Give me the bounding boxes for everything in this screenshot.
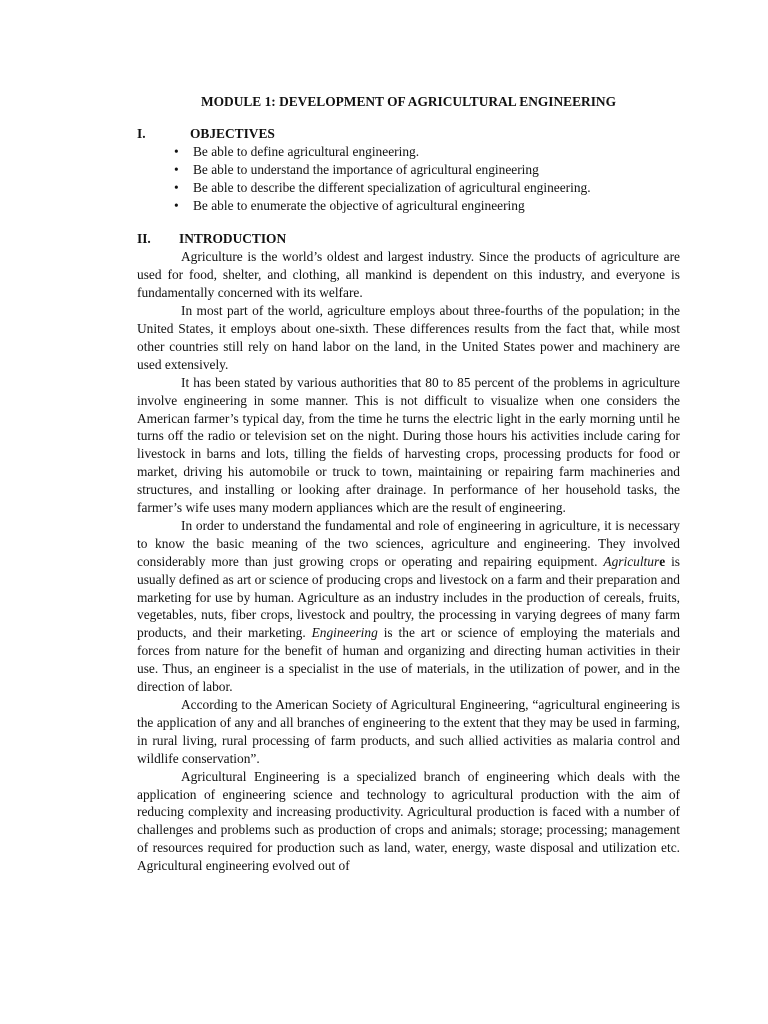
objectives-number: I. [137,125,146,141]
paragraph: According to the American Society of Agricultural Engineering, “agricultural engineering is the application of any and all branches of engineering to the extent that they may be used in farming, in rural living, rural processing of farm products, and such allied activities as malaria control and wildlife conservation”. [137,697,680,766]
objectives-list [137,143,680,215]
introduction-number: II. [137,231,151,247]
paragraph-definitions [137,517,680,696]
term-agriculture-bold: e [659,553,666,569]
objective-item: • Be able to define agricultural engineering. [174,143,680,161]
paragraph: Agriculture is the world’s oldest and largest industry. Since the products of agriculture are used for food, shelter, and clothing, all mankind is dependent on this industry, and everyone is fundamentally concerned with its welfare. [137,249,680,301]
introduction-heading [137,230,680,248]
term-agriculture-italic: Agricultur [603,553,660,569]
objectives-heading [137,125,680,143]
introduction-title: INTRODUCTION [179,231,287,247]
objectives-title: OBJECTIVES [190,125,275,141]
paragraph: It has been stated by various authorities that 80 to 85 percent of the problems in agriculture involve engineering in some manner. This is not difficult to visualize when one considers the American farmer’s typical day, from the time he turns the electric light in the early morning until he turns off the radio or television set on the night. During those hours his activities include caring for livestock in barns and lots, tilling the fields of harvesting crops, processing products for food or market, driving his automobile or truck to town, maintaining or repairing farm machineries and structures, and installing or looking after drainage. In performance of her household tasks, the farmer’s wife uses many modern appliances which are the result of engineering. [137,374,680,516]
introduction-body [137,248,680,875]
paragraph: Agricultural Engineering is a specialized branch of engineering which deals with the application of engineering science and technology to agricultural production with the aim of reducing complexity and increasing productivity. Agricultural production is faced with a number of challenges and problems such as production of crops and animals; storage; processing; management of resources required for production such as land, water, energy, waste disposal and utilization etc. Agricultural engineering evolved out of [137,768,680,874]
page-title: MODULE 1: DEVELOPMENT OF AGRICULTURAL ENGINEERING [200,94,617,109]
paragraph: In most part of the world, agriculture employs about three-fourths of the population; in the United States, it employs about one-sixth. These differences results from the fact that, while most other countries still rely on hand labor on the land, in the United States power and machinery are used extensively. [137,303,680,372]
term-engineering-italic: Engineering [311,625,378,641]
text-run: is the art or science of employing the materials and forces from nature for the benefit of human and organizing and directing human activities in their use. Thus, an engineer is a specialist in the use of materials, in the utilization of power, and in the direction of labor. [137,625,680,695]
text-run: is usually defined as art or science of producing crops and livestock on a farm and their preparation and marketing for use by human. Agriculture as an industry includes in the production of cereals, fruits, vegetables, nuts, fiber crops, livestock and poultry, the processing in varying degrees of many farm products, and their marketing. [137,553,680,641]
text-run: In order to understand the fundamental and role of engineering in agriculture, it is necessary to know the basic meaning of the two sciences, agriculture and engineering. They involved considerably more than just growing crops or operating and repairing equipment. [137,517,680,569]
document-page [137,93,680,875]
objective-item: • Be able to understand the importance of agricultural engineering [174,161,680,179]
objective-item: • Be able to enumerate the objective of agricultural engineering [174,197,680,215]
objective-item: • Be able to describe the different specialization of agricultural engineering. [174,179,680,197]
